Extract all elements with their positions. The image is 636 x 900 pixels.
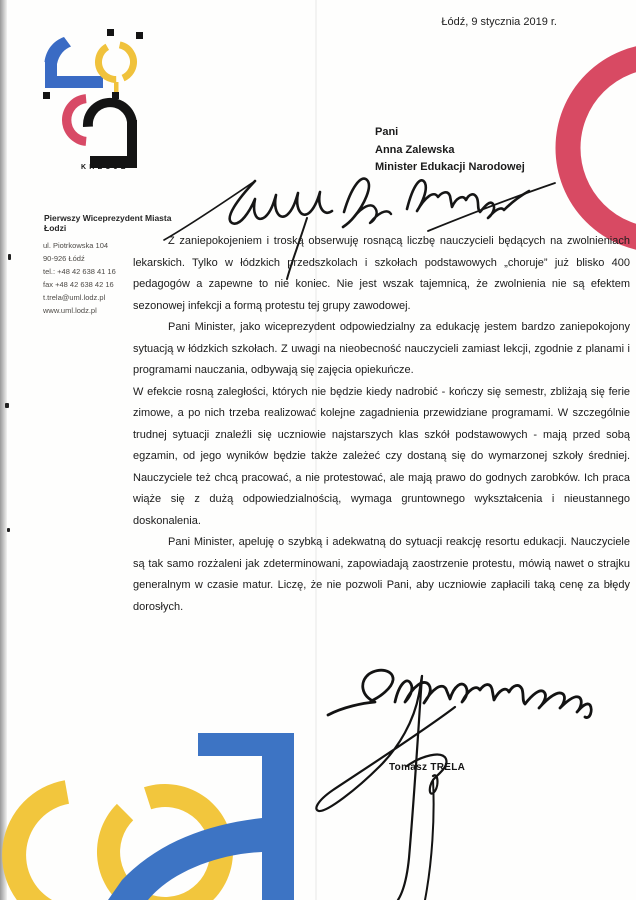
paragraph-2: Pani Minister, jako wiceprezydent odpowiedzialny za edukację jestem bardzo zaniepokojony sytuacją w łódzkich szkołach. Z uwagi na nieobecność nauczycieli zamiast lekcji, zgodnie z planami i programami nauczania, odbywają się zajęcia opiekuńcze.: [133, 321, 630, 376]
date-line: Łódź, 9 stycznia 2019 r.: [441, 16, 557, 28]
recipient-title: Minister Edukacji Narodowej: [375, 161, 525, 173]
logo-letter-d-pink: [62, 94, 87, 146]
logo-letter-z-black: [83, 98, 137, 168]
paragraph-4: Pani Minister, apeluję o szybką i adekwatną do sytuacji reakcję resortu edukacji. Nauczyciele są tak samo rozżaleni jak zdeterminowani, zapowiadają zaostrzenie protestu, mówią nawet o strajku generalnym w czasie matur. Liczę, że nie pozwoli Pani, aby uczniowie zapłacili taką cenę za błędy dorosłych.: [133, 536, 630, 613]
logo-kreuje-label: KREUJE: [81, 164, 129, 171]
lodz-kreuje-logo: [36, 28, 151, 178]
paragraph-1: Z zaniepokojeniem i troską obserwuję rosnącą liczbę nauczycieli będących na zwolnieniach lekarskich. Tylko w łódzkich przedszkolach i szkołach podstawowych „choruje” już blisko 400 pedagogów a zapewne to nie koniec. Nie jest wszak tajemnicą, że zwolnienia nie są efektem sezonowej infekcji a formą protestu tej grupy zawodowej.: [133, 235, 630, 312]
letter-body: [133, 231, 630, 618]
address-line: www.uml.lodz.pl: [43, 306, 97, 315]
logo-letter-l-blue: [45, 37, 104, 88]
paragraph-3: W efekcie rosną zaległości, których nie będzie kiedy nadrobić - kończy się semestr, zbliżają się ferie zimowe, a po nich trzeba realizować kolejne zagadnienia przewidziane programami. W szczególnie trudnej sytuacji znaleźli się uczniowie najstarszych klas szkół podstawowych - mają przed sobą egzamin, od jego wyników będzie także zależeć czy dostaną się do wymarzonej szkoły średniej. Nauczyciele też chcą pracować, a nie protestować, ale mają prawo do godnych zarobków. Ich praca wiąże się z dużą odpowiedzialnością, wymaga gruntownego wykształcenia i nieustannego doskonalenia.: [133, 385, 630, 527]
address-line: 90-926 Łódź: [43, 254, 85, 263]
scan-speck: [7, 528, 10, 532]
address-line: ul. Piotrkowska 104: [43, 241, 109, 250]
address-line: t.trela@uml.lodz.pl: [43, 293, 106, 302]
sender-title: Pierwszy Wiceprezydent Miasta Łodzi: [44, 213, 172, 233]
logo-dots: [43, 29, 143, 99]
decoration-yellow-arc: [2, 780, 69, 900]
bottom-logo-decoration: [0, 725, 320, 900]
recipient-salutation: Pani: [375, 126, 399, 138]
signer-name: Tomasz TRELA: [389, 762, 466, 773]
scan-speck: [5, 403, 9, 408]
scan-speck: [8, 254, 11, 260]
address-line: tel.: +48 42 638 41 16: [43, 267, 116, 276]
address-line: fax +48 42 638 42 16: [43, 280, 114, 289]
handwritten-signature: [295, 658, 636, 900]
sender-address-block: [43, 239, 116, 317]
recipient-name: Anna Zalewska: [375, 143, 455, 156]
